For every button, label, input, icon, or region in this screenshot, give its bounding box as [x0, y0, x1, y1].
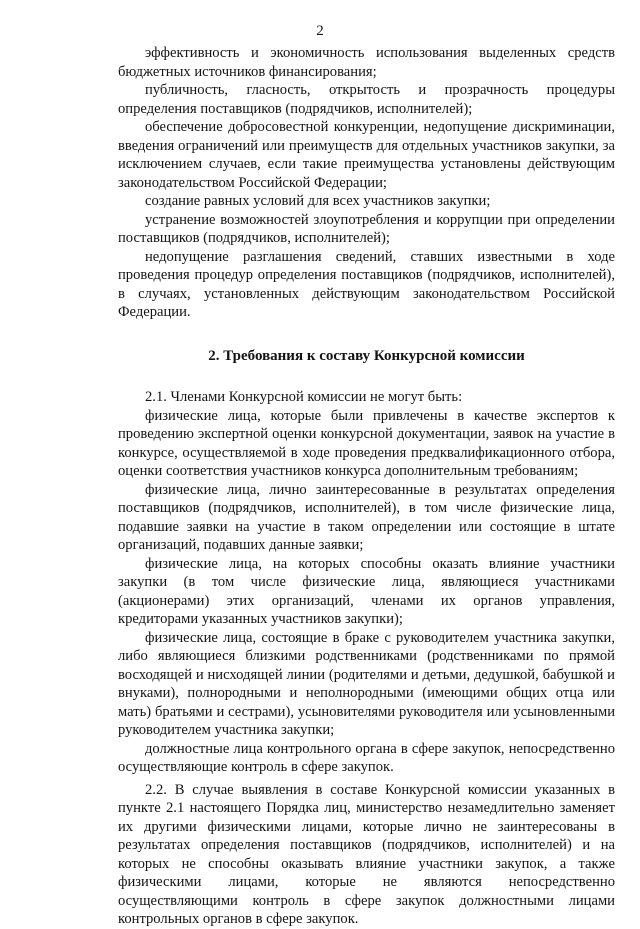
final-paragraph: 2.2. В случае выявления в составе Конкурсной комиссии указанных в пункте 2.1 настоящего Порядка лиц, министерство незамедлительно заменяет их другими физическими лицами, которые лично не заинтересованы в результатах определения поставщиков (подрядчиков, исполнителей) и на которых не способны оказывать влияние участники закупок, а также физическими лицами, которые не являются непосредственно осуществляющими контроль в сфере закупок должностными лицами контрольных органов в сфере закупок. [118, 781, 615, 927]
document-body [118, 44, 615, 929]
page-number: 2 [316, 23, 324, 39]
section-paragraph: 2.1. Членами Конкурсной комиссии не могут быть: [145, 389, 463, 405]
section-paragraph: физические лица, на которых способны оказать влияние участники закупки (в том числе физические лица, являющиеся участниками (акционерами) этих организаций, членами их органов управления, кредиторами указанных участников закупки); [118, 555, 615, 627]
intro-paragraph: устранение возможностей злоупотребления и коррупции при определении поставщиков (подрядчиков, исполнителей); [118, 211, 615, 246]
intro-paragraph: недопущение разглашения сведений, ставших известными в ходе проведения процедур определения поставщиков (подрядчиков, исполнителей), в случаях, установленных действующим законодательством Российской Федерации. [118, 248, 615, 320]
intro-paragraph: обеспечение добросовестной конкуренции, недопущение дискриминации, введения ограничений или преимуществ для отдельных участников закупки, за исключением случаев, если такие преимущества установлены действующим законодательством Российской Федерации; [118, 119, 615, 191]
section-paragraph: должностные лица контрольного органа в сфере закупок, непосредственно осуществляющие контроль в сфере закупок. [118, 740, 615, 775]
section-paragraph: физические лица, состоящие в браке с руководителем участника закупки, либо являющиеся близкими родственниками (родственниками по прямой восходящей и нисходящей линии (родителями и детьми, дедушкой, бабушкой и внуками), полнородными и неполнородными (имеющими общих отца или мать) братьями и сестрами), усыновителями руководителя или усыновленными руководителем участника закупки; [118, 629, 615, 738]
section-heading: 2. Требования к составу Конкурсной комиссии [208, 347, 525, 364]
intro-paragraph: эффективность и экономичность использования выделенных средств бюджетных источников финансирования; [118, 45, 615, 80]
section-paragraph: физические лица, которые были привлечены в качестве экспертов к проведению экспертной оценки конкурсной документации, заявок на участие в конкурсе, осуществляемой в ходе проведения предквалификационного отбора, оценки соответствия участников конкурса дополнительным требованиям; [118, 407, 615, 479]
intro-paragraph: создание равных условий для всех участников закупки; [145, 193, 491, 209]
intro-paragraph: публичность, гласность, открытость и прозрачность процедуры определения поставщиков (подрядчиков, исполнителей); [118, 82, 615, 117]
section-paragraph: физические лица, лично заинтересованные в результатах определения поставщиков (подрядчиков, исполнителей), в том числе физические лица, подавшие заявки на участие в таком определении или состоящие в штате организаций, подавших данные заявки; [118, 481, 615, 553]
